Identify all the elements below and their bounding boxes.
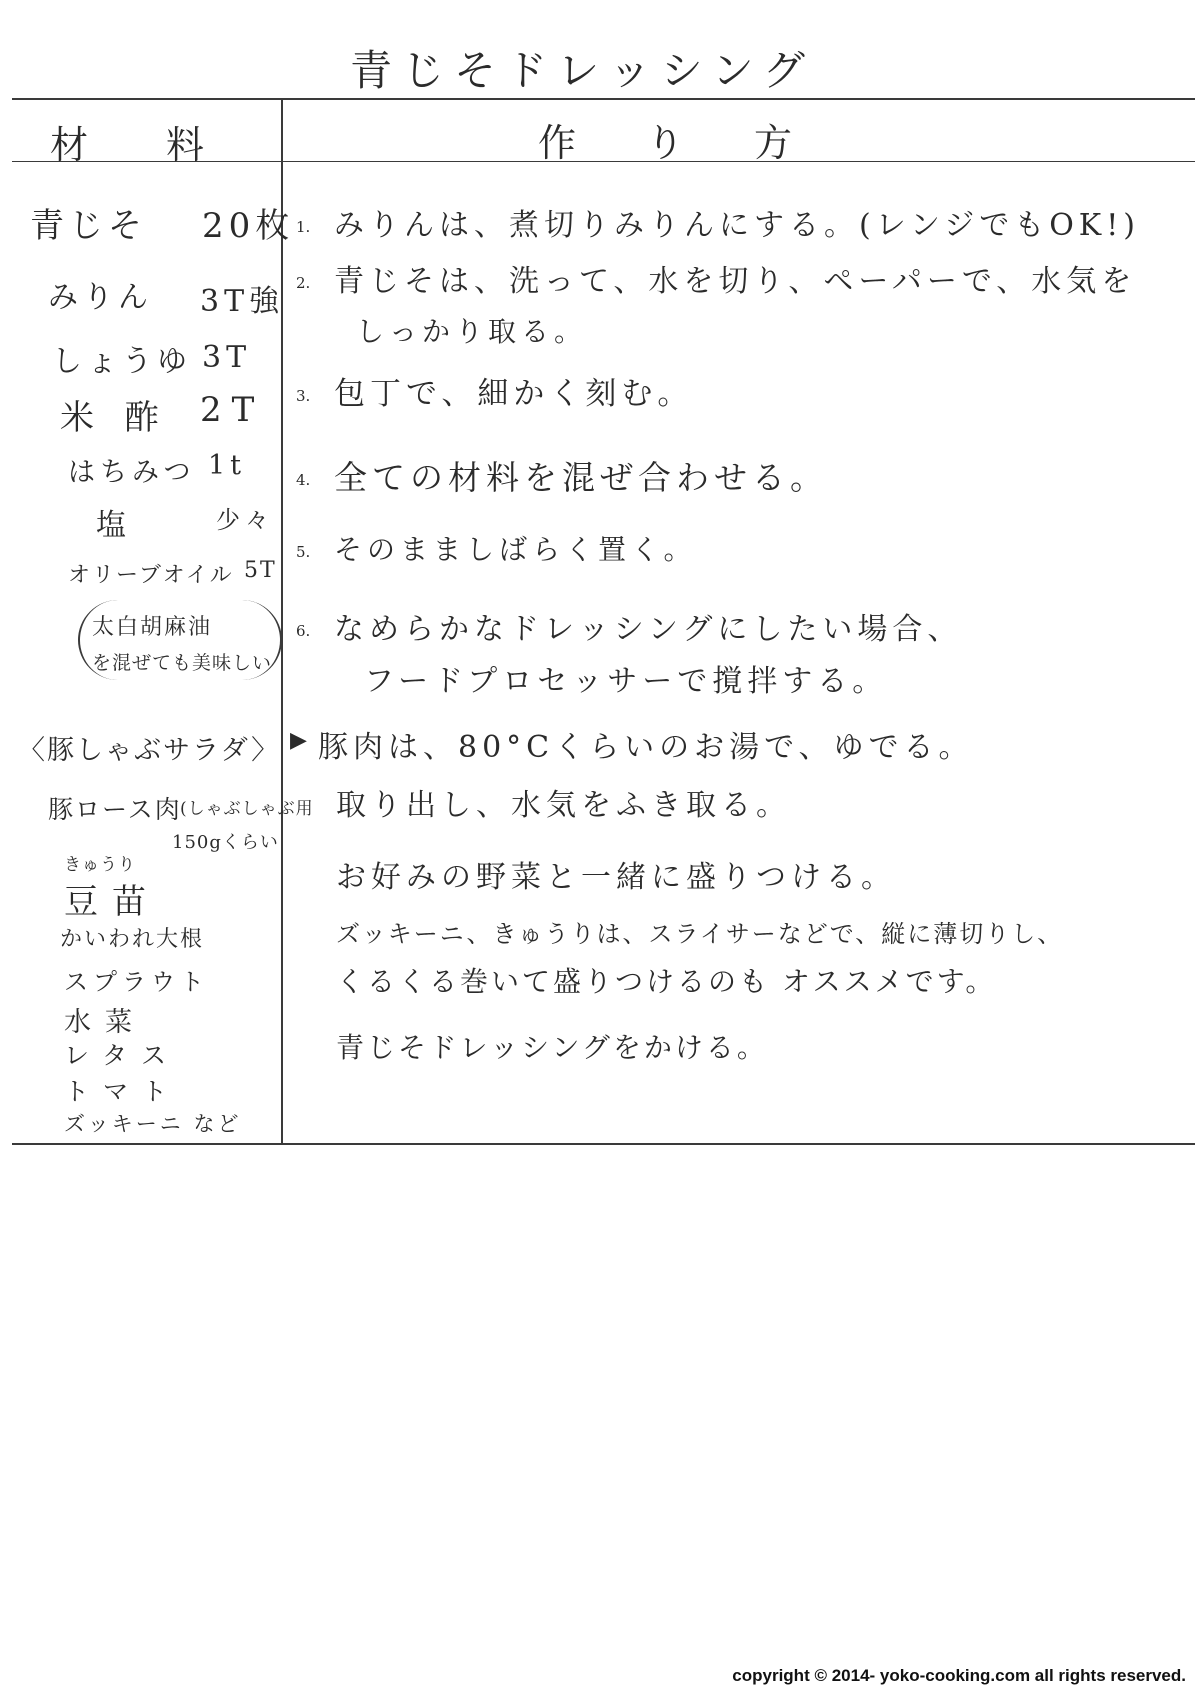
step-number: 1.: [296, 218, 311, 236]
salad-marker: ▶: [290, 728, 307, 753]
salad-pork: 豚ロース肉: [48, 795, 182, 824]
step-number: 6.: [296, 622, 311, 640]
method-step: [296, 528, 696, 568]
ingredient-name: 青じそ: [30, 206, 147, 246]
ingredient-item: [60, 390, 265, 439]
table-top-rule: [12, 98, 1195, 100]
salad-vegetable: スプラウト: [64, 968, 209, 996]
ingredient-name: 米 酢: [60, 398, 169, 438]
ingredient-amount: 1t: [208, 450, 247, 481]
ingredient-amount: 5T: [244, 558, 277, 583]
step-text: 青じそは、洗って、水を切り、ペーパーで、水気を: [334, 264, 1137, 299]
ingredients-header: 材料: [50, 123, 283, 167]
step-number: 3.: [296, 386, 311, 405]
step-text: 全ての材料を混ぜ合わせる。: [334, 458, 828, 497]
ingredient-item: [48, 272, 285, 319]
oil-note-line1: 太白胡麻油: [92, 615, 213, 640]
salad-instruction: 青じそドレッシングをかける。: [336, 1031, 768, 1064]
ingredient-item: [68, 558, 277, 589]
salad-pork-note: (しゃぶしゃぶ用: [180, 799, 314, 819]
ingredient-amount: 20枚: [202, 206, 295, 246]
step-continuation: しっかり取る。: [356, 315, 588, 348]
step-text: みりんは、煮切りみりんにする。(レンジでもOK!): [334, 208, 1140, 243]
salad-vegetable: 豆苗: [64, 882, 160, 922]
step-number: 2.: [296, 274, 311, 292]
salad-heading: 〈豚しゃぶサラダ〉: [18, 735, 281, 766]
ingredient-item: [52, 336, 252, 380]
table-bottom-rule: [12, 1143, 1195, 1145]
ingredient-name: しょうゆ: [52, 344, 192, 379]
salad-vegetable: レタス: [64, 1041, 181, 1070]
ingredient-name: はちみつ: [68, 457, 196, 488]
ingredient-amount: 少々: [216, 506, 274, 534]
step-continuation: フードプロセッサーで撹拌する。: [364, 664, 888, 699]
method-step: [296, 604, 962, 648]
salad-pork-amount: 150gくらい: [172, 832, 279, 853]
ingredient-name: みりん: [48, 280, 153, 315]
ingredient-amount: 3T強: [200, 284, 285, 319]
method-step: [296, 256, 1136, 300]
method-step: [296, 452, 828, 499]
salad-instruction: 豚肉は、80°Cくらいのお湯で、ゆでる。: [318, 730, 974, 765]
ingredient-name: オリーブオイル: [68, 563, 234, 588]
column-divider: [281, 98, 283, 1145]
copyright-notice: copyright © 2014- yoko-cooking.com all rights reserved.: [732, 1666, 1186, 1685]
step-text: そのまましばらく置く。: [334, 533, 697, 566]
step-text: 包丁で、細かく刻む。: [334, 376, 694, 412]
ingredient-amount: 3T: [202, 340, 252, 375]
salad-vegetable: トマト: [64, 1077, 182, 1106]
method-step: [296, 200, 1140, 244]
ingredient-item: [30, 198, 295, 247]
salad-instruction: くるくる巻いて盛りつけるのも オススメです。: [336, 965, 997, 998]
method-step: [296, 368, 693, 413]
ingredient-item: [68, 450, 247, 489]
salad-vegetable: かいわれ大根: [60, 927, 205, 952]
step-number: 5.: [296, 542, 311, 561]
salad-instruction: 取り出し、水気をふき取る。: [336, 788, 791, 823]
salad-instruction: お好みの野菜と一緒に盛りつける。: [336, 860, 896, 895]
ingredient-amount: 2T: [200, 390, 265, 430]
salad-vegetable: ズッキーニ など: [64, 1112, 242, 1136]
recipe-title: 青じそドレッシング: [350, 46, 815, 95]
step-text: なめらかなドレッシングにしたい場合、: [334, 612, 963, 647]
oil-note-line2: を混ぜても美味しい: [92, 652, 273, 674]
salad-instruction: ズッキーニ、きゅうりは、スライサーなどで、縦に薄切りし、: [336, 920, 1064, 948]
ingredient-name: 塩: [96, 508, 131, 543]
salad-cucumber: きゅうり: [64, 855, 136, 875]
salad-vegetable: 水菜: [64, 1007, 146, 1038]
step-number: 4.: [296, 471, 311, 489]
method-header: 作り方: [538, 121, 863, 165]
ingredient-item: [96, 500, 274, 544]
